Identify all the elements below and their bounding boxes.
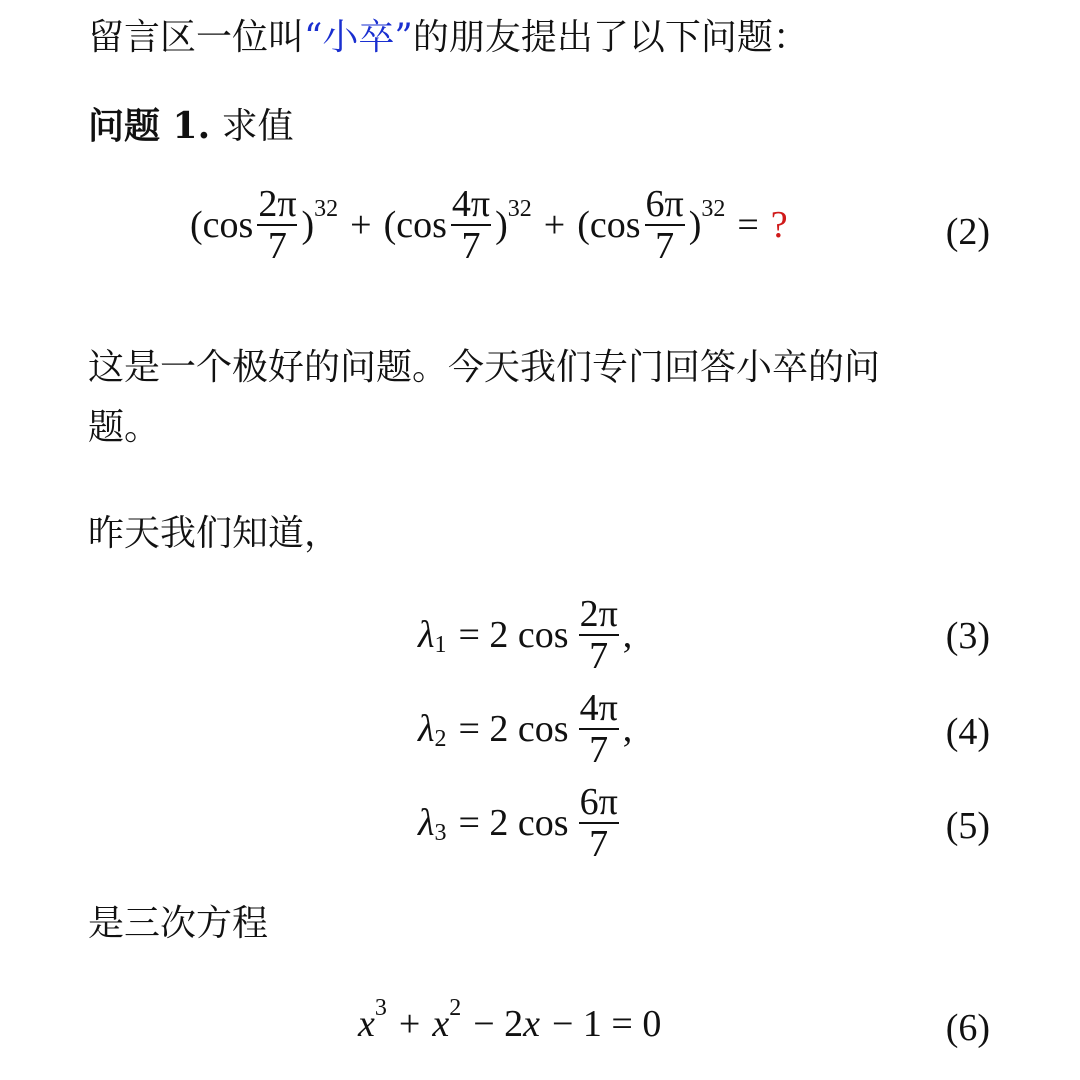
equation-3	[418, 594, 632, 676]
equation-number-4: (4)	[945, 711, 990, 753]
eq2-close-3: )	[688, 204, 702, 246]
eq6-rest: − 1 = 0	[552, 1003, 662, 1045]
eq2-plus-2: +	[543, 204, 566, 246]
problem-heading	[88, 96, 294, 157]
eq6-exp-2: 2	[449, 994, 462, 1021]
equation-number-6: (6)	[945, 1007, 990, 1049]
paragraph-cubic: 是三次方程	[88, 903, 269, 944]
eq5-num: 6π	[579, 781, 618, 823]
eq2-open-3: (cos	[577, 204, 641, 246]
eq2-question-mark: ?	[770, 204, 788, 246]
eq2-plus-1: +	[350, 204, 372, 246]
eq4-comma: ,	[622, 708, 633, 750]
paragraph-good-line-2: 题。	[88, 407, 161, 448]
eq5-sub: 3	[434, 819, 447, 846]
eq5-rhs: = 2 cos	[458, 802, 569, 844]
eq6-x-2: x	[432, 1003, 450, 1045]
intro-before: 留言区一位叫	[88, 17, 305, 58]
eq2-fraction-3	[643, 184, 687, 266]
eq2-den-1: 7	[257, 224, 297, 266]
intro-paragraph	[88, 8, 809, 68]
equation-2	[190, 184, 788, 266]
eq2-exp-3: 32	[701, 195, 726, 222]
equation-number-5: (5)	[945, 805, 990, 847]
intro-after: 的朋友提出了以下问题：	[412, 17, 809, 58]
eq2-fraction-1	[255, 184, 299, 266]
eq4-sub: 2	[434, 725, 447, 752]
eq6-exp-3: 3	[374, 994, 387, 1021]
eq4-lambda: λ	[418, 708, 435, 750]
eq2-open-2: (cos	[383, 204, 447, 246]
equation-number-2: (2)	[945, 211, 990, 253]
eq2-open-1: (cos	[190, 204, 254, 246]
eq4-rhs: = 2 cos	[458, 708, 569, 750]
eq4-fraction	[577, 688, 621, 770]
equation-5	[418, 782, 623, 864]
eq5-fraction	[577, 782, 621, 864]
eq2-num-1: 2π	[258, 183, 297, 225]
eq2-close-1: )	[301, 204, 315, 246]
equation-6	[358, 994, 662, 1046]
eq3-lambda: λ	[418, 614, 435, 656]
paragraph-yesterday: 昨天我们知道，	[88, 513, 341, 554]
eq4-den: 7	[579, 728, 619, 770]
intro-name-link: “小卒”	[304, 17, 413, 58]
equation-4	[418, 688, 632, 770]
eq3-den: 7	[579, 634, 619, 676]
eq5-lambda: λ	[418, 802, 435, 844]
paragraph-good-question	[88, 338, 880, 458]
problem-text: 求值	[221, 106, 294, 147]
eq3-rhs: = 2 cos	[458, 614, 569, 656]
eq6-x-1: x	[358, 1003, 375, 1045]
eq2-num-2: 4π	[451, 183, 491, 225]
eq2-close-2: )	[495, 204, 508, 246]
eq2-den-3: 7	[645, 224, 685, 266]
eq2-equals: =	[737, 204, 759, 246]
problem-label: 问题 1.	[88, 105, 211, 147]
eq3-num: 2π	[579, 593, 618, 635]
paragraph-good-line-1: 这是一个极好的问题。今天我们专门回答小卒的问	[88, 347, 881, 388]
eq6-minus-2: − 2	[473, 1003, 524, 1045]
equation-number-3: (3)	[945, 615, 990, 657]
eq2-exp-1: 32	[314, 195, 339, 222]
eq2-exp-2: 32	[507, 195, 532, 222]
eq3-sub: 1	[434, 631, 447, 658]
eq6-plus: +	[398, 1003, 421, 1045]
eq2-num-3: 6π	[645, 183, 684, 225]
eq2-fraction-2	[449, 184, 493, 266]
eq2-den-2: 7	[451, 224, 491, 266]
eq4-num: 4π	[579, 687, 618, 729]
eq3-fraction	[577, 594, 621, 676]
eq3-comma: ,	[622, 614, 633, 656]
eq5-den: 7	[579, 822, 619, 864]
eq6-x-3: x	[523, 1003, 540, 1045]
